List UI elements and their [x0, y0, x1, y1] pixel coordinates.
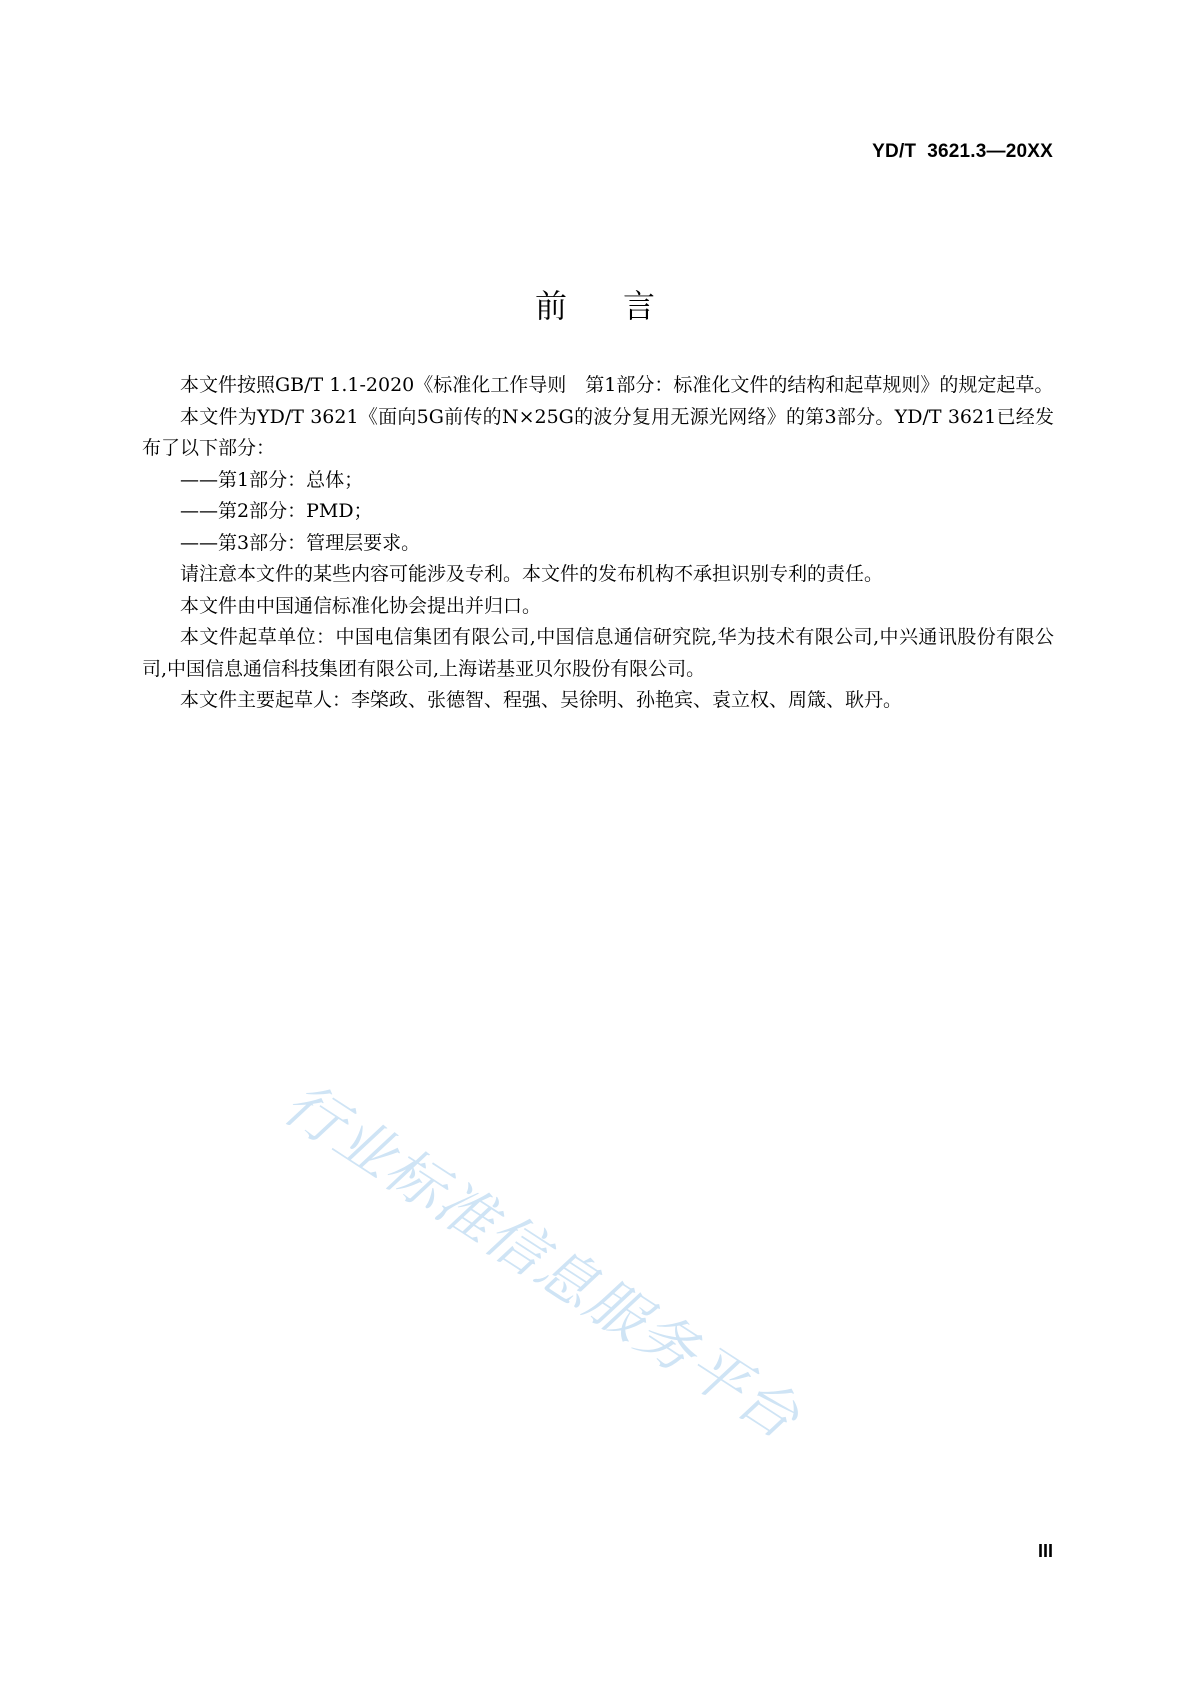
paragraph-patent-notice: 请注意本文件的某些内容可能涉及专利。本文件的发布机构不承担识别专利的责任。: [180, 563, 884, 585]
paragraph-series-parts: 本文件为YD/T 3621《面向5G前传的N×25G的波分复用无源光网络》的第3部分。YD/T 3621已经发布了以下部分：: [142, 405, 1054, 459]
paragraph-drafting-units: 本文件起草单位：中国电信集团有限公司,中国信息通信研究院,华为技术有限公司,中兴通讯股份有限公司,中国信息通信科技集团有限公司,上海诺基亚贝尔股份有限公司。: [142, 626, 1054, 680]
foreword-body: [142, 370, 1054, 717]
page-number: III: [1037, 1541, 1053, 1561]
list-item-part-1: ——第1部分：总体；: [180, 468, 364, 491]
paragraph-proposer: 本文件由中国通信标准化协会提出并归口。: [180, 594, 542, 617]
paragraph-drafting-basis: 本文件按照GB/T 1.1-2020《标准化工作导则 第1部分：标准化文件的结构和起草规则》的规定起草。: [180, 374, 1054, 396]
list-item-part-3: ——第3部分：管理层要求。: [180, 531, 421, 554]
watermark: 行业标准信息服务平台: [271, 1068, 813, 1453]
paragraph-drafters: 本文件主要起草人：李棨政、张德智、程强、吴徐明、孙艳宾、袁立权、周箴、耿丹。: [180, 689, 903, 711]
list-item-part-2: ——第2部分：PMD；: [180, 500, 373, 522]
document-number: YD/T 3621.3—20XX: [872, 141, 1053, 162]
section-title: 前言: [534, 287, 711, 326]
